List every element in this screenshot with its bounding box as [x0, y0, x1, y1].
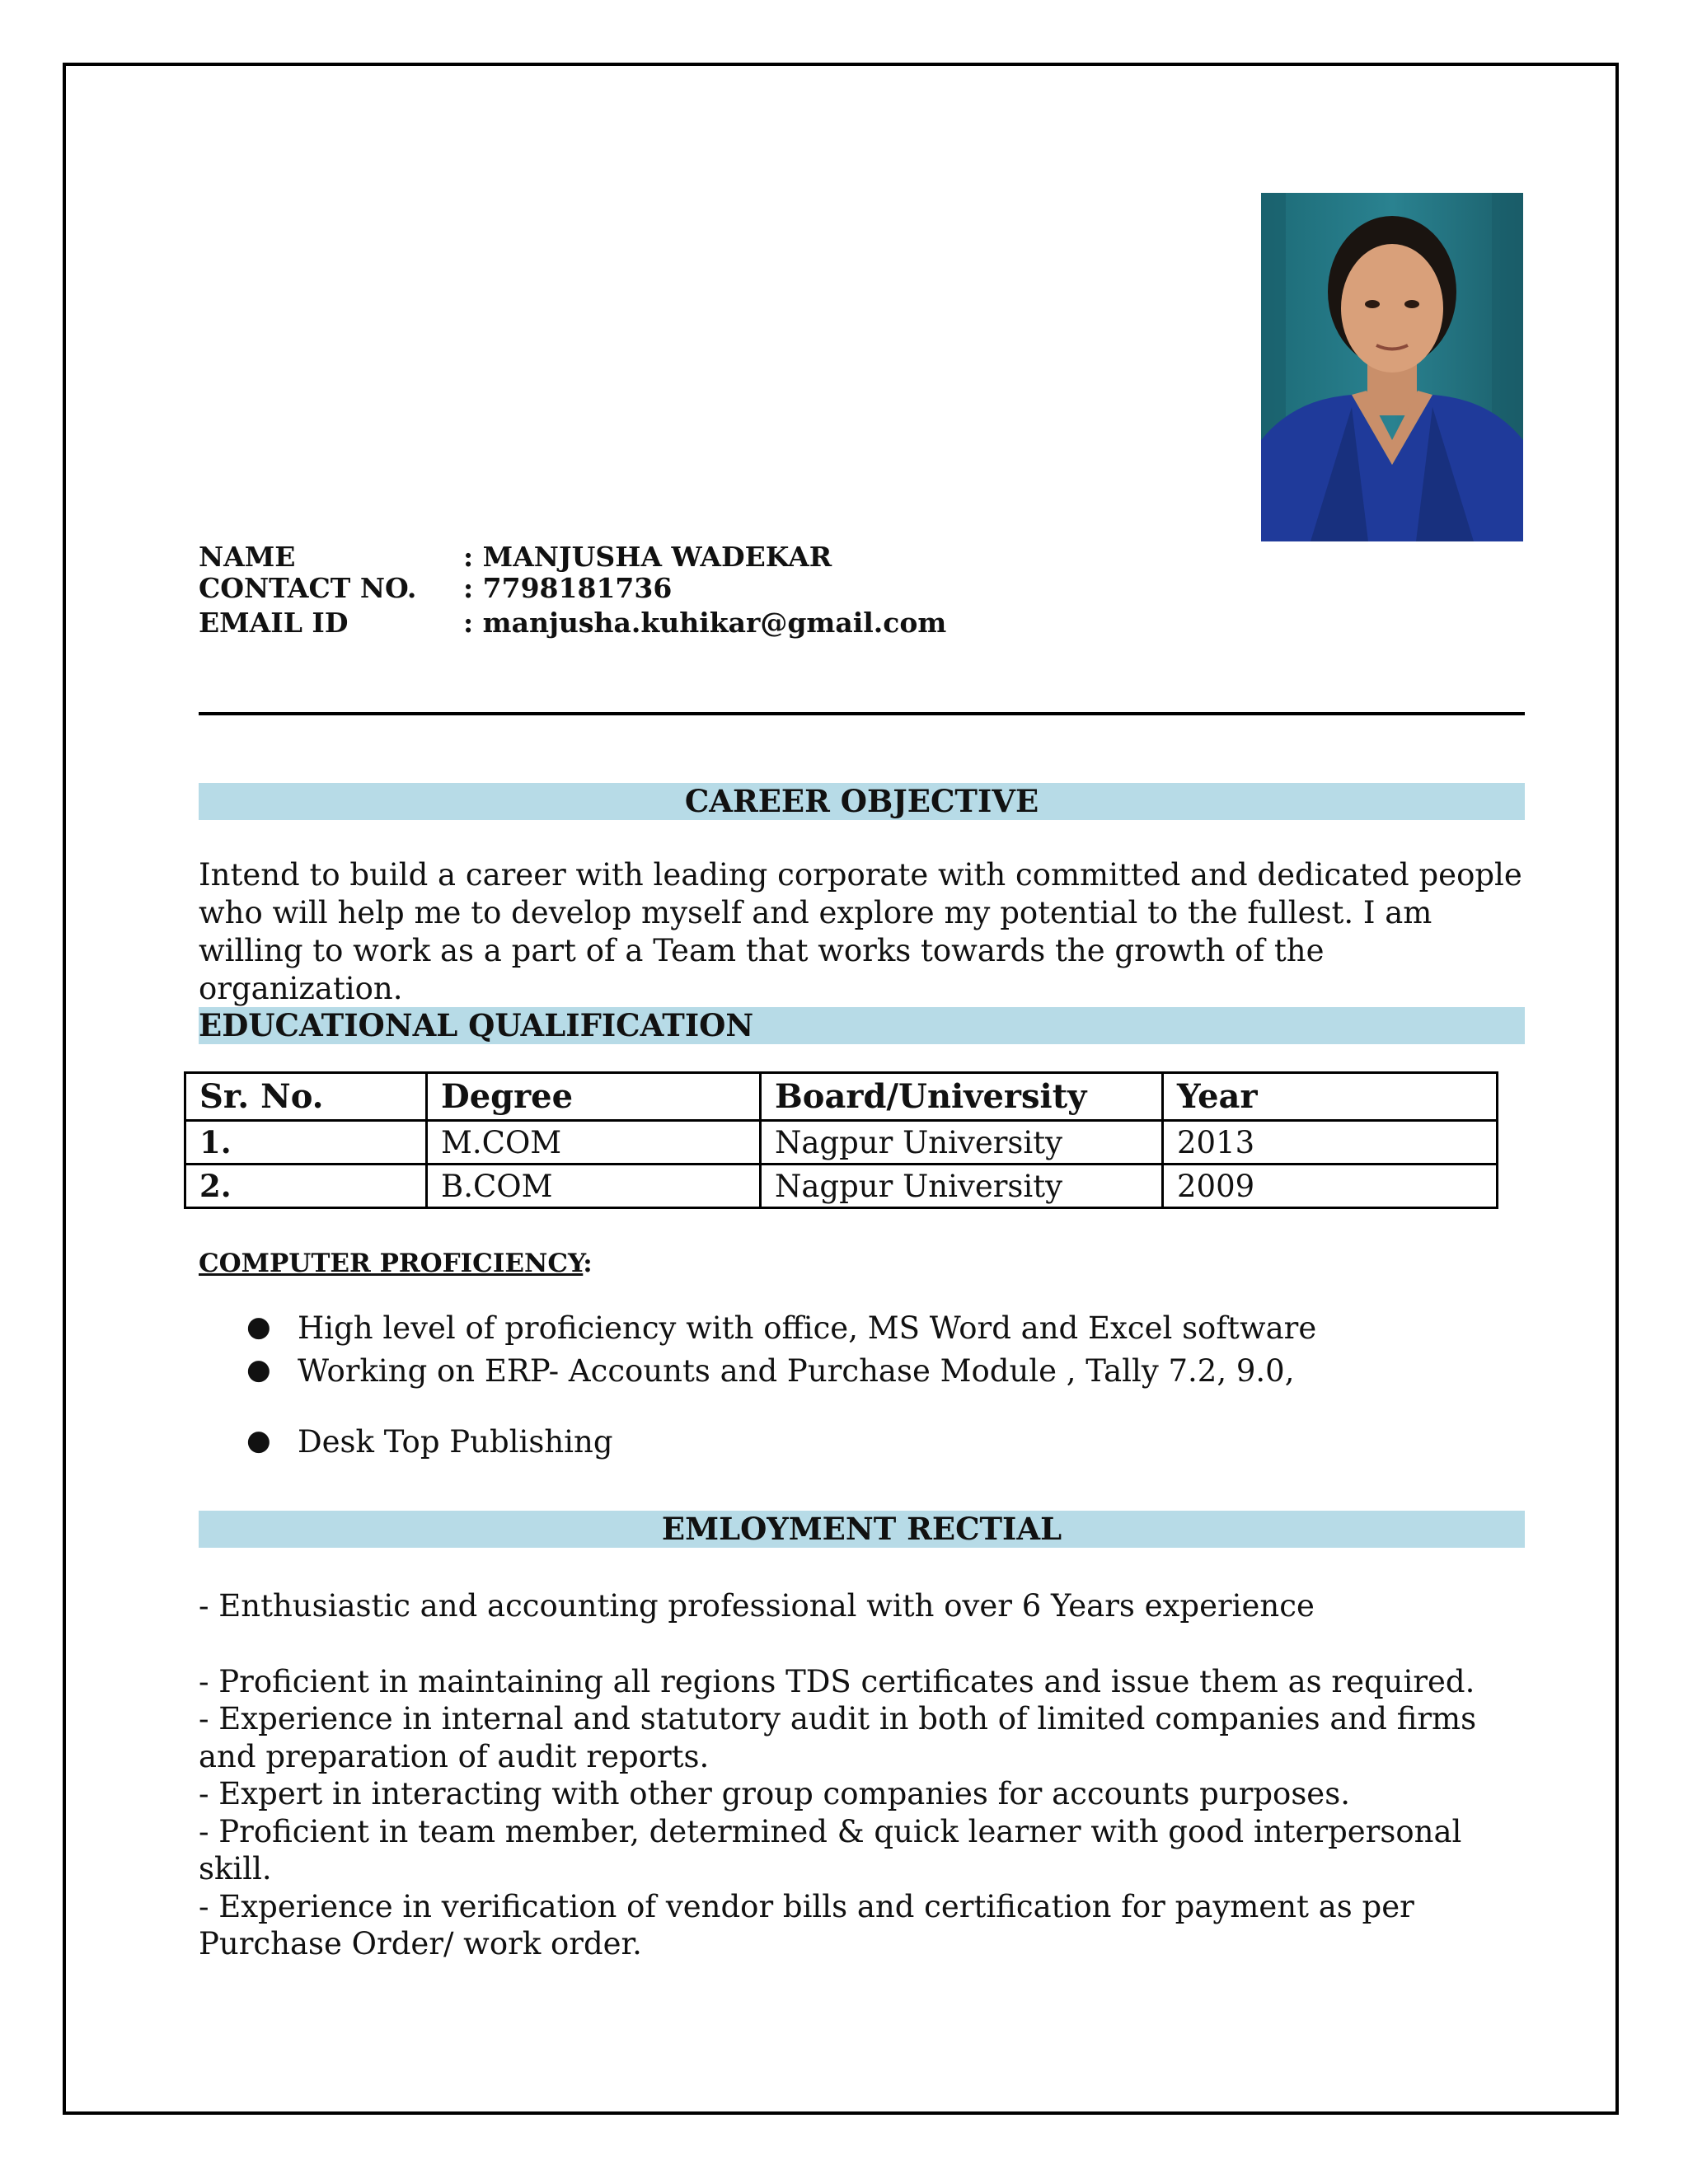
- table-row: [185, 1121, 1498, 1165]
- computer-proficiency-heading: [199, 1249, 593, 1278]
- career-objective-text: Intend to build a career with leading corporate with committed and dedicated people who will help me to develop myself and explore my potential to the fullest. I am willing to work as a part of a Team that works towards the growth of the organization.: [199, 857, 1522, 1006]
- employment-details: [199, 1587, 1526, 1963]
- name-value: : MANJUSHA WADEKAR: [463, 541, 832, 573]
- employment-point: - Proficient in team member, determined & quick learner with good interpersonal skill.: [199, 1813, 1462, 1886]
- column-header: Sr. No.: [185, 1073, 427, 1121]
- employment-point: - Expert in interacting with other group companies for accounts purposes.: [199, 1776, 1350, 1811]
- bullet-icon: ●: [246, 1353, 271, 1386]
- table-cell: M.COM: [427, 1121, 761, 1165]
- profile-photo: [1261, 193, 1523, 541]
- contact-value: : 7798181736: [463, 572, 673, 604]
- employment-point: - Experience in verification of vendor bills and certification for payment as per Purchase Order/ work order.: [199, 1888, 1414, 1961]
- email-value: : manjusha.kuhikar@gmail.com: [463, 607, 947, 639]
- bullet-icon: ●: [246, 1310, 271, 1343]
- table-row: [185, 1165, 1498, 1208]
- table-cell: B.COM: [427, 1165, 761, 1208]
- table-cell: Nagpur University: [761, 1165, 1163, 1208]
- column-header: Degree: [427, 1073, 761, 1121]
- education-table: [184, 1071, 1498, 1209]
- list-item-text: High level of proficiency with office, MS Word and Excel software: [298, 1310, 1317, 1346]
- employment-point: - Proficient in maintaining all regions TDS certificates and issue them as required.: [199, 1663, 1475, 1699]
- computer-proficiency-title: COMPUTER PROFICIENCY: [199, 1249, 584, 1278]
- email-label: EMAIL ID: [199, 607, 349, 639]
- contact-label: CONTACT NO.: [199, 572, 417, 604]
- list-item-text: Working on ERP- Accounts and Purchase Module , Tally 7.2, 9.0,: [298, 1353, 1295, 1389]
- column-header: Board/University: [761, 1073, 1163, 1121]
- employment-heading: EMLOYMENT RECTIAL: [199, 1511, 1525, 1548]
- bullet-icon: ●: [246, 1424, 271, 1457]
- employment-intro: - Enthusiastic and accounting professional with over 6 Years experience: [199, 1588, 1315, 1624]
- career-objective-heading: CAREER OBJECTIVE: [199, 783, 1525, 820]
- employment-point: - Experience in internal and statutory audit in both of limited companies and firms and preparation of audit reports.: [199, 1701, 1477, 1774]
- name-label: NAME: [199, 541, 296, 573]
- header-divider: [199, 712, 1525, 715]
- table-cell: Nagpur University: [761, 1121, 1163, 1165]
- computer-skills-list: [199, 1310, 1517, 1475]
- table-cell: 2.: [185, 1165, 427, 1208]
- table-cell: 2013: [1163, 1121, 1498, 1165]
- table-header-row: [185, 1073, 1498, 1121]
- table-cell: 1.: [185, 1121, 427, 1165]
- computer-proficiency-colon: :: [583, 1249, 593, 1278]
- column-header: Year: [1163, 1073, 1498, 1121]
- table-cell: 2009: [1163, 1165, 1498, 1208]
- list-item-text: Desk Top Publishing: [298, 1424, 613, 1460]
- education-heading: EDUCATIONAL QUALIFICATION: [199, 1007, 1525, 1044]
